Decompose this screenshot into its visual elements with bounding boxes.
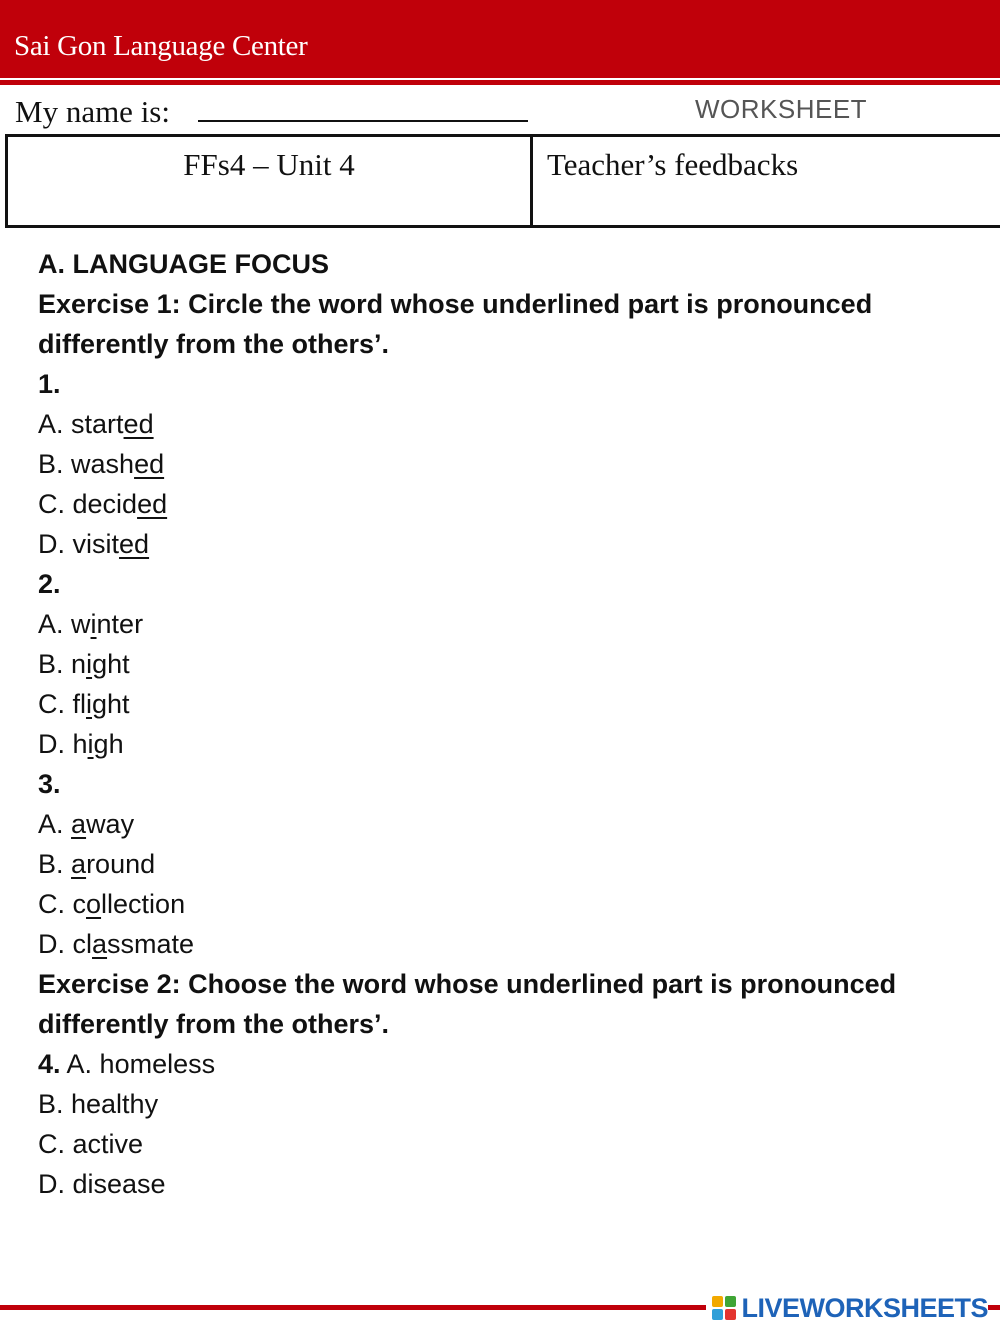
answer-option[interactable]: B. healthy <box>38 1089 159 1119</box>
logo-text: LIVEWORKSHEETS <box>741 1292 988 1323</box>
answer-option[interactable]: C. decided <box>38 489 168 519</box>
exercise-1-title: Exercise 1: Circle the word whose underlined part is pronounced differently from the others’. <box>38 289 873 359</box>
worksheet-content <box>38 244 978 1204</box>
answer-option[interactable]: C. collection <box>38 889 186 919</box>
logo-blocks-icon <box>712 1296 736 1320</box>
answer-option[interactable]: A. started <box>38 409 154 439</box>
answer-option[interactable]: A. winter <box>38 609 144 639</box>
name-blank-line[interactable] <box>198 120 528 122</box>
answer-option[interactable]: D. visited <box>38 529 150 559</box>
liveworksheets-logo <box>706 1292 988 1324</box>
question-number: 2. <box>38 569 61 599</box>
answer-option[interactable]: B. around <box>38 849 156 879</box>
course-label: FFs4 – Unit 4 <box>183 147 355 182</box>
feedback-box <box>530 134 1000 228</box>
answer-option[interactable]: B. washed <box>38 449 165 479</box>
center-title: Sai Gon Language Center <box>14 30 308 62</box>
answer-option[interactable]: D. classmate <box>38 929 195 959</box>
worksheet-label: WORKSHEET <box>695 94 868 124</box>
answer-option[interactable]: 4. A. homeless <box>38 1049 216 1079</box>
question-number: 1. <box>38 369 61 399</box>
answer-option[interactable]: A. away <box>38 809 135 839</box>
name-label: My name is: <box>15 94 170 129</box>
answer-option[interactable]: D. disease <box>38 1169 166 1199</box>
header-divider <box>0 80 1000 85</box>
answer-option[interactable]: C. active <box>38 1129 144 1159</box>
answer-option[interactable]: C. flight <box>38 689 130 719</box>
answer-option[interactable]: B. night <box>38 649 130 679</box>
course-box <box>5 134 533 228</box>
exercise-2-title: Exercise 2: Choose the word whose underlined part is pronounced differently from the others’. <box>38 969 897 1039</box>
question-number: 3. <box>38 769 61 799</box>
answer-option[interactable]: D. high <box>38 729 124 759</box>
feedback-label: Teacher’s feedbacks <box>547 147 799 182</box>
question-number: 4. <box>38 1049 61 1079</box>
section-title: A. LANGUAGE FOCUS <box>38 249 330 279</box>
header-band <box>0 0 1000 78</box>
